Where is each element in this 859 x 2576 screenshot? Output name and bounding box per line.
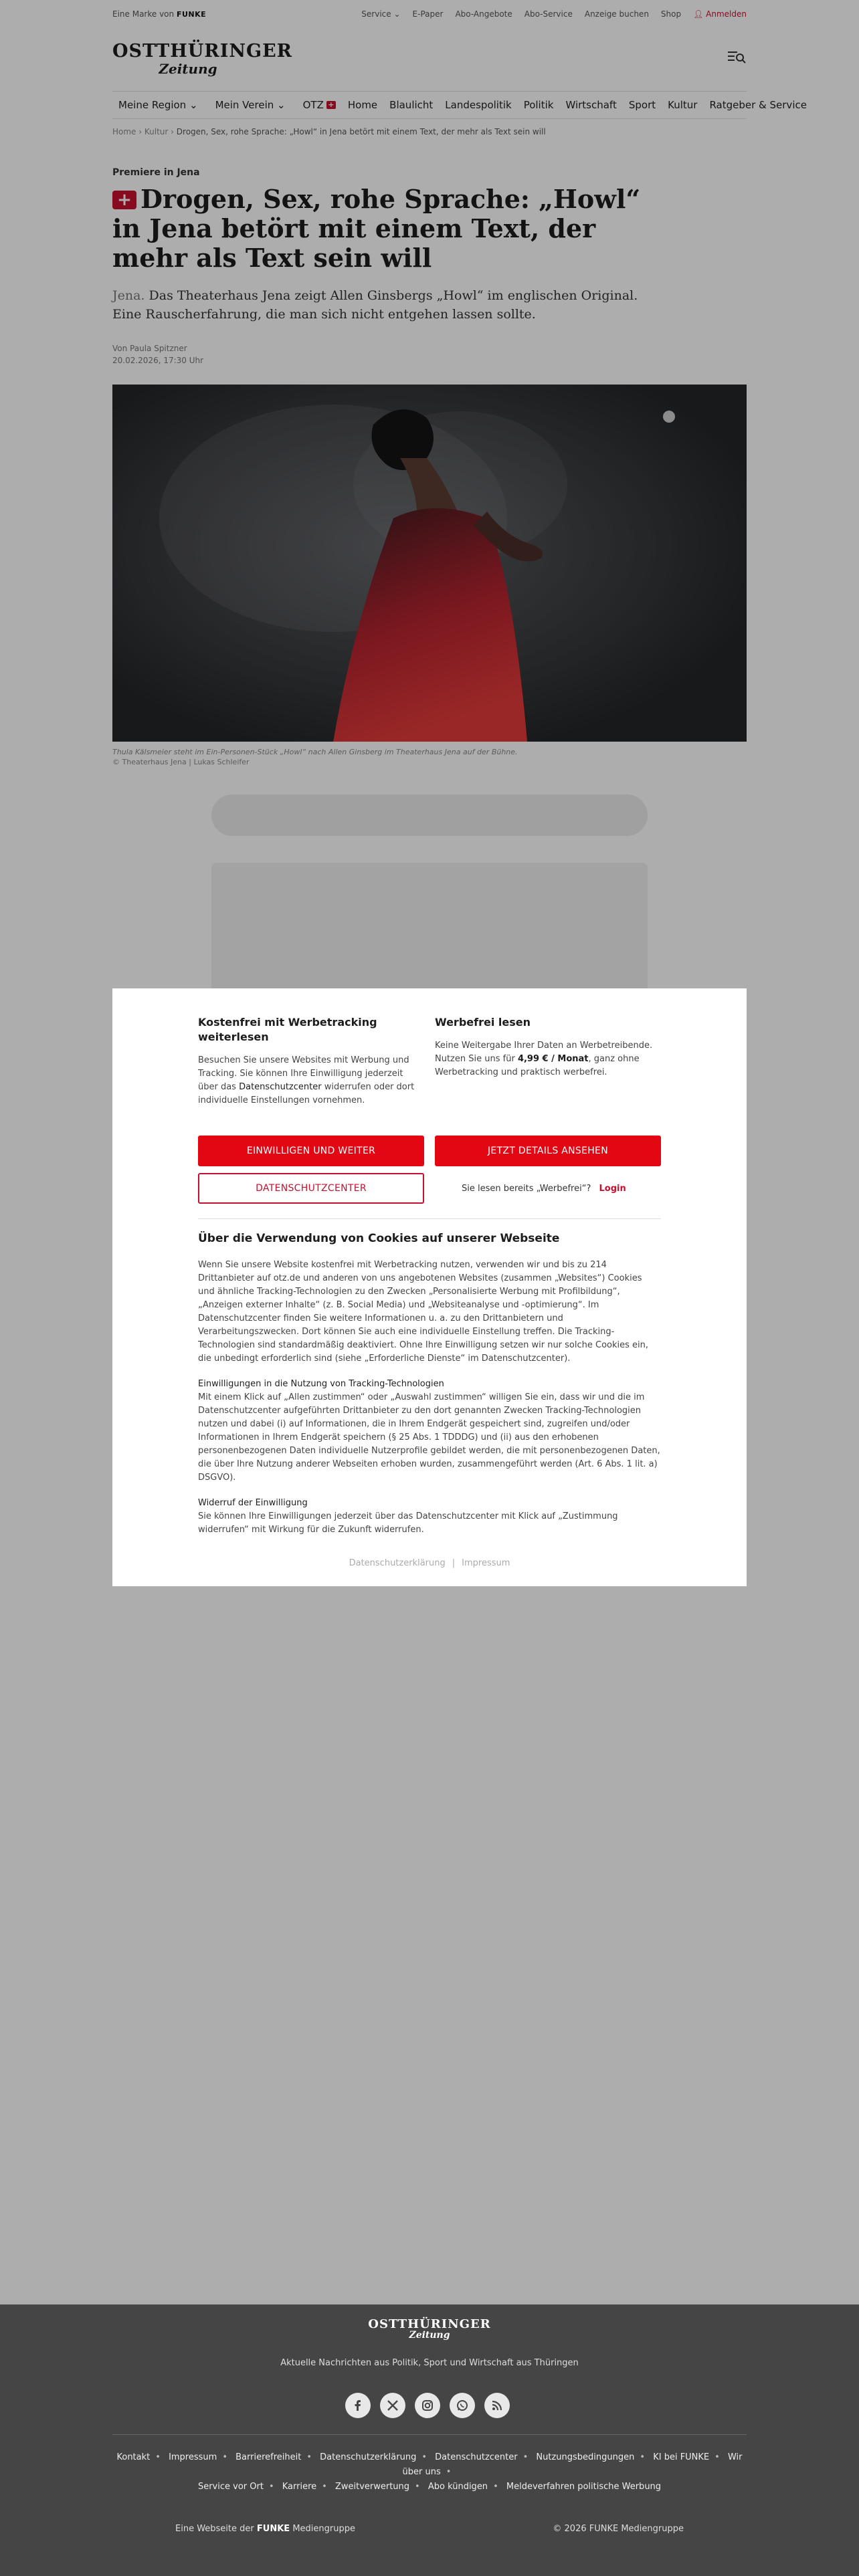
cookie-revoke-subheading: Widerruf der Einwilligung (198, 1498, 308, 1508)
nav-landespolitik[interactable]: Landespolitik (445, 99, 512, 111)
footer-link-barrierefreiheit[interactable]: Barrierefreiheit (235, 2452, 302, 2462)
cookie-consent-section (198, 1378, 661, 1485)
site-footer (0, 2304, 859, 2576)
cookie-info-heading: Über die Verwendung von Cookies auf unserer Webseite (198, 1232, 560, 1245)
logo-line-1: OSTTHÜRINGER (112, 41, 293, 62)
privacy-center-button[interactable]: DATENSCHUTZCENTER (198, 1173, 424, 1204)
article-kicker: Premiere in Jena (112, 167, 200, 178)
footer-link-impressum[interactable]: Impressum (169, 2452, 217, 2462)
footer-link-datenschutzerklaerung[interactable]: Datenschutzerklärung (320, 2452, 417, 2462)
nav-politik[interactable]: Politik (523, 99, 554, 111)
footer-link-datenschutzcenter[interactable]: Datenschutzcenter (435, 2452, 518, 2462)
whatsapp-icon[interactable] (450, 2393, 475, 2418)
breadcrumb-home[interactable]: Home (112, 127, 136, 136)
footer-link-karriere[interactable]: Karriere (282, 2482, 317, 2492)
cookie-consent-subheading: Einwilligungen in die Nutzung von Tracking-Technologien (198, 1379, 444, 1389)
accept-button[interactable]: EINWILLIGEN UND WEITER (198, 1136, 424, 1166)
footer-publisher: Eine Webseite der FUNKE Mediengruppe (175, 2524, 355, 2534)
top-nav-abo-angebote[interactable]: Abo-Angebote (455, 9, 512, 19)
footer-link-nutzungsbedingungen[interactable]: Nutzungsbedingungen (536, 2452, 635, 2462)
chevron-down-icon: ⌄ (393, 9, 401, 19)
privacy-policy-link[interactable]: Datenschutzerklärung (349, 1558, 446, 1568)
footer-link-abo-kuendigen[interactable]: Abo kündigen (427, 2482, 488, 2492)
user-icon: 👤︎ (693, 9, 704, 19)
cookie-revoke-paragraph: Sie können Ihre Einwilligungen jederzeit über das Datenschutzcenter mit Klick auf „Zustimmung widerrufen“ mit Wirkung für die Zukunft widerrufen. (198, 1511, 618, 1535)
plus-icon: + (326, 101, 336, 109)
brand-prefix: Eine Marke von (112, 9, 175, 19)
top-nav-epaper[interactable]: E-Paper (412, 9, 444, 19)
breadcrumb-kultur[interactable]: Kultur (144, 127, 169, 136)
chevron-down-icon: ⌄ (277, 99, 286, 111)
footer-logo-line-2: Zeitung (409, 2330, 450, 2341)
footer-link-wir-ueber-uns[interactable]: Wir über uns (402, 2452, 743, 2477)
login-button[interactable]: Login (599, 1184, 626, 1194)
footer-tagline: Aktuelle Nachrichten aus Politik, Sport und Wirtschaft aus Thüringen (280, 2358, 579, 2368)
footer-link-service-vor-ort[interactable]: Service vor Ort (197, 2482, 264, 2492)
teaser-text: Das Theaterhaus Jena zeigt Allen Ginsbergs „Howl“ im englischen Original. Eine Rauscherfahrung, die man sich nicht entgehen lassen sollte. (112, 288, 638, 322)
instagram-icon[interactable] (415, 2393, 440, 2418)
nav-meine-region[interactable]: Meine Region ⌄ (118, 99, 198, 111)
social-links (345, 2393, 510, 2418)
caption-text: Thula Kälsmeier steht im Ein-Personen-Stück „Howl“ nach Allen Ginsberg im Theaterhaus Jena auf der Bühne. (112, 748, 518, 756)
consent-free-title: Kostenfrei mit Werbetracking weiterlesen (198, 1016, 377, 1043)
already-subscribed (462, 1184, 626, 1194)
footer-links: Kontakt • Impressum • Barrierefreiheit • Datenschutzerklärung • Datenschutzcenter • Nutzungsbedingungen • KI bei FUNKE • Wir über uns • Service vor Ort • Karriere • Zweitverwertung • Abo kündigen • Meldeverfahren politische Werbung (116, 2452, 743, 2492)
nav-wirtschaft[interactable]: Wirtschaft (565, 99, 617, 111)
nav-otz-plus[interactable]: OTZ + (297, 99, 342, 111)
nav-blaulicht[interactable]: Blaulicht (389, 99, 434, 111)
nav-ratgeber[interactable]: Ratgeber & Service (709, 99, 807, 111)
login-link[interactable]: 👤︎ Anmelden (693, 9, 747, 19)
cookie-consent-paragraph: Mit einem Klick auf „Allen zustimmen“ oder „Auswahl zustimmen“ willigen Sie ein, dass wir und die im Datenschutzcenter aufgeführten Drittanbieter zu den dort genannten Zwecken Tracking-Technologien nutzen und dabei (i) auf Informationen, die in Ihrem Endgerät gespeichert sind, zugreifen und/oder Informationen in Ihrem Endgerät speichern (§ 25 Abs. 1 TDDDG) und (ii) aus den erhobenen personenbezogenen Daten individuelle Nutzerprofile gebildet werden, die mit personenbezogenen Daten, die über Ihre Nutzung anderer Webseiten erhoben wurden, zusammengeführt werden (Art. 6 Abs. 1 lit. a) DSGVO). (198, 1392, 660, 1483)
adfree-price: 4,99 € / Monat (517, 1054, 589, 1064)
funke-logo: FUNKE (176, 10, 207, 19)
rss-icon[interactable] (484, 2393, 510, 2418)
x-icon[interactable] (380, 2393, 405, 2418)
consent-dialog (112, 988, 747, 1586)
details-button[interactable]: JETZT DETAILS ANSEHEN (435, 1136, 661, 1166)
top-nav-service[interactable]: Service ⌄ (361, 9, 401, 19)
cookie-info-paragraph: Wenn Sie unsere Website kostenfrei mit Werbetracking nutzen, verwenden wir und bis zu 214 Drittanbieter auf otz.de und anderen von uns angebotenen Websites (zusammen „Websites“) Cookies und ähnliche Tracking-Technologien zu den Zwecken „Personalisierte Werbung mit Profilbildung“, „Anzeigen externer Inhalte“ (z. B. Social Media) und „Websiteanalyse und -optimierung“. Im Datenschutzcenter finden Sie weitere Informationen u. a. zu den Drittanbietern und Verarbeitungszwecken. Dort können Sie auch eine individuelle Einstellung treffen. Die Tracking-Technologien sind standardmäßig deaktiviert. Ohne Ihre Einwilligung setzen wir nur solche Cookies ein, die unbedingt erforderlich sind (siehe „Erforderliche Dienste“ im Datenschutzcenter). (198, 1260, 649, 1364)
plus-icon: + (112, 191, 136, 209)
publish-date: 20.02.2026, 17:30 Uhr (112, 356, 204, 365)
nav-kultur[interactable]: Kultur (668, 99, 698, 111)
footer-link-ki-bei-funke[interactable]: KI bei FUNKE (653, 2452, 710, 2462)
footer-link-kontakt[interactable]: Kontakt (116, 2452, 151, 2462)
top-nav-shop[interactable]: Shop (660, 9, 682, 19)
breadcrumb: Home › Kultur › Drogen, Sex, rohe Sprache: „Howl“ in Jena betört mit einem Text, der mehr als Text sein will (112, 127, 546, 136)
footer-logo-line-1: OSTTHÜRINGER (368, 2317, 491, 2331)
footer-link-meldeverfahren[interactable]: Meldeverfahren politische Werbung (506, 2482, 662, 2492)
nav-home[interactable]: Home (347, 99, 378, 111)
consent-free-text: Besuchen Sie unsere Websites mit Werbung und Tracking. Sie können Ihre Einwilligung jederzeit über das Datenschutzcenter widerrufen oder dort individuelle Einstellungen vornehmen. (198, 1055, 415, 1105)
footer-link-zweitverwertung[interactable]: Zweitverwertung (335, 2482, 410, 2492)
funke-logo[interactable]: FUNKE (256, 2524, 290, 2534)
teaser-place: Jena. (112, 288, 145, 303)
image-copyright: © Theaterhaus Jena | Lukas Schleifer (112, 758, 250, 766)
cookie-revoke-section (198, 1497, 661, 1537)
footer-divider (112, 2434, 747, 2435)
consent-adfree-title: Werbefrei lesen (435, 1016, 531, 1029)
consent-free-column (198, 1015, 425, 1107)
logo-line-2: Zeitung (159, 61, 217, 77)
chevron-down-icon: ⌄ (189, 99, 198, 111)
top-nav-abo-service[interactable]: Abo-Service (524, 9, 573, 19)
datenschutzcenter-link[interactable]: Datenschutzcenter (239, 1082, 322, 1092)
consent-adfree-column (435, 1015, 662, 1079)
nav-mein-verein[interactable]: Mein Verein ⌄ (215, 99, 286, 111)
breadcrumb-current: Drogen, Sex, rohe Sprache: „Howl“ in Jena betört mit einem Text, der mehr als Text sein will (176, 127, 546, 136)
imprint-link[interactable]: Impressum (462, 1558, 510, 1568)
consent-footer-links: Datenschutzerklärung | Impressum (349, 1558, 510, 1568)
consent-divider (198, 1218, 661, 1219)
already-subscribed-text: Sie lesen bereits „Werbefrei“? (462, 1184, 591, 1194)
cookie-info (198, 1232, 661, 1549)
footer-copyright: © 2026 FUNKE Mediengruppe (553, 2524, 684, 2534)
nav-sport[interactable]: Sport (628, 99, 656, 111)
author-name[interactable]: Von Paula Spitzner (112, 344, 187, 353)
article-title-text: Drogen, Sex, rohe Sprache: „Howl“ in Jena betört mit einem Text, der mehr als Text sein will (112, 184, 641, 273)
footer-logo[interactable] (0, 2319, 859, 2341)
facebook-icon[interactable] (345, 2393, 371, 2418)
consent-adfree-text: Keine Weitergabe Ihrer Daten an Werbetreibende. Nutzen Sie uns für 4,99 € / Monat, ganz ohne Werbetracking und praktisch werbefrei. (435, 1041, 653, 1077)
top-nav-anzeige[interactable]: Anzeige buchen (584, 9, 649, 19)
